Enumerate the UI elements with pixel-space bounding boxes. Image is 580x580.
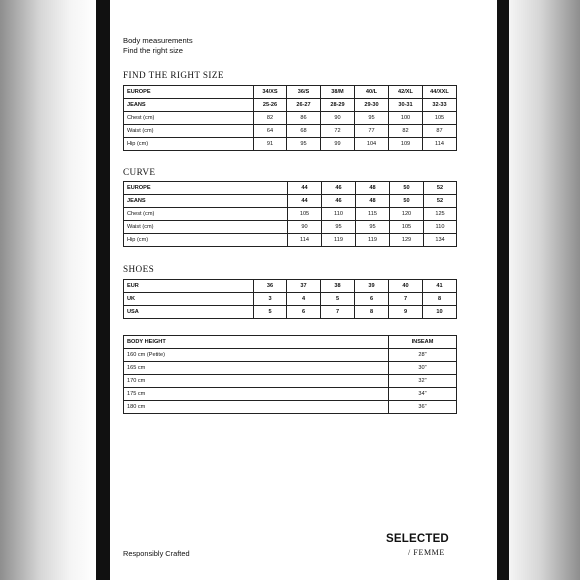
size-table-title: FIND THE RIGHT SIZE xyxy=(123,70,224,80)
table-cell: INSEAM xyxy=(389,336,457,349)
table-cell: 125 xyxy=(424,208,457,221)
table-cell: 110 xyxy=(322,208,356,221)
table-cell: 44 xyxy=(288,182,322,195)
row-label: JEANS xyxy=(124,195,288,208)
intro-line-1: Body measurements xyxy=(123,36,193,45)
table-row xyxy=(124,195,457,208)
table-cell: 8 xyxy=(423,293,457,306)
table-cell: 95 xyxy=(356,221,390,234)
row-label: EUROPE xyxy=(124,182,288,195)
table-cell: 5 xyxy=(254,306,287,319)
row-label: 180 cm xyxy=(124,401,389,414)
table-cell: 7 xyxy=(321,306,355,319)
table-row xyxy=(124,182,457,195)
table-cell: 50 xyxy=(390,182,424,195)
table-cell: 38 xyxy=(321,280,355,293)
row-label: 170 cm xyxy=(124,375,389,388)
table-cell: 46 xyxy=(322,182,356,195)
row-label: Waist (cm) xyxy=(124,221,288,234)
table-cell: 99 xyxy=(321,138,355,151)
table-cell: 64 xyxy=(254,125,287,138)
table-cell: 115 xyxy=(356,208,390,221)
table-cell: 34" xyxy=(389,388,457,401)
curve-table-title: CURVE xyxy=(123,167,156,177)
curve-table xyxy=(123,181,457,247)
intro-text xyxy=(123,36,193,56)
table-cell: 38/M xyxy=(321,86,355,99)
table-cell: 119 xyxy=(322,234,356,247)
row-label: JEANS xyxy=(124,99,254,112)
right-frame-border xyxy=(497,0,509,580)
table-row xyxy=(124,401,457,414)
table-cell: 4 xyxy=(287,293,321,306)
row-label: Chest (cm) xyxy=(124,208,288,221)
table-cell: 114 xyxy=(288,234,322,247)
table-cell: 28" xyxy=(389,349,457,362)
table-cell: 110 xyxy=(424,221,457,234)
table-cell: 36 xyxy=(254,280,287,293)
table-cell: 134 xyxy=(424,234,457,247)
table-cell: 3 xyxy=(254,293,287,306)
table-cell: 129 xyxy=(390,234,424,247)
table-cell: 90 xyxy=(321,112,355,125)
table-cell: 39 xyxy=(355,280,389,293)
table-cell: 7 xyxy=(389,293,423,306)
table-row xyxy=(124,336,457,349)
table-cell: 82 xyxy=(254,112,287,125)
table-cell: 114 xyxy=(423,138,457,151)
table-cell: 28-29 xyxy=(321,99,355,112)
table-cell: 10 xyxy=(423,306,457,319)
size-guide-page xyxy=(110,0,497,580)
table-cell: 105 xyxy=(390,221,424,234)
left-frame-border xyxy=(96,0,110,580)
table-cell: 6 xyxy=(287,306,321,319)
row-label: 160 cm (Petite) xyxy=(124,349,389,362)
table-cell: 100 xyxy=(389,112,423,125)
table-row xyxy=(124,86,457,99)
table-cell: 91 xyxy=(254,138,287,151)
table-cell: 26-27 xyxy=(287,99,321,112)
row-label: 165 cm xyxy=(124,362,389,375)
brand-sub-logo: / FEMME xyxy=(408,548,445,557)
table-cell: 95 xyxy=(355,112,389,125)
table-cell: 41 xyxy=(423,280,457,293)
table-cell: 6 xyxy=(355,293,389,306)
table-cell: 32-33 xyxy=(423,99,457,112)
row-label: Waist (cm) xyxy=(124,125,254,138)
table-cell: 34/XS xyxy=(254,86,287,99)
table-cell: 36/S xyxy=(287,86,321,99)
table-cell: 42/XL xyxy=(389,86,423,99)
table-cell: 40/L xyxy=(355,86,389,99)
table-cell: 109 xyxy=(389,138,423,151)
table-cell: 87 xyxy=(423,125,457,138)
row-label: Hip (cm) xyxy=(124,234,288,247)
table-row xyxy=(124,125,457,138)
table-row xyxy=(124,280,457,293)
table-cell: 52 xyxy=(424,195,457,208)
row-label: USA xyxy=(124,306,254,319)
table-cell: 25-26 xyxy=(254,99,287,112)
table-cell: 32" xyxy=(389,375,457,388)
row-label: EUR xyxy=(124,280,254,293)
table-cell: 30" xyxy=(389,362,457,375)
table-row xyxy=(124,349,457,362)
table-cell: 86 xyxy=(287,112,321,125)
table-cell: 52 xyxy=(424,182,457,195)
table-cell: 44/XXL xyxy=(423,86,457,99)
table-cell: 95 xyxy=(322,221,356,234)
table-cell: 72 xyxy=(321,125,355,138)
table-cell: 105 xyxy=(288,208,322,221)
table-cell: 8 xyxy=(355,306,389,319)
table-row xyxy=(124,306,457,319)
table-cell: 46 xyxy=(322,195,356,208)
table-row xyxy=(124,375,457,388)
brand-logo: SELECTED xyxy=(386,533,449,545)
table-row xyxy=(124,99,457,112)
table-cell: 37 xyxy=(287,280,321,293)
table-cell: 95 xyxy=(287,138,321,151)
row-label: UK xyxy=(124,293,254,306)
table-cell: 29-30 xyxy=(355,99,389,112)
table-cell: 44 xyxy=(288,195,322,208)
table-cell: 82 xyxy=(389,125,423,138)
table-row xyxy=(124,208,457,221)
inseam-table xyxy=(123,335,457,414)
table-cell: 120 xyxy=(390,208,424,221)
table-cell: 104 xyxy=(355,138,389,151)
table-row xyxy=(124,362,457,375)
table-cell: 48 xyxy=(356,195,390,208)
intro-line-2: Find the right size xyxy=(123,46,183,55)
table-cell: 105 xyxy=(423,112,457,125)
row-label: BODY HEIGHT xyxy=(124,336,389,349)
table-row xyxy=(124,234,457,247)
table-cell: 48 xyxy=(356,182,390,195)
row-label: EUROPE xyxy=(124,86,254,99)
shoes-table-title: SHOES xyxy=(123,264,155,274)
table-row xyxy=(124,112,457,125)
table-cell: 30-31 xyxy=(389,99,423,112)
table-cell: 36" xyxy=(389,401,457,414)
row-label: Chest (cm) xyxy=(124,112,254,125)
table-row xyxy=(124,221,457,234)
table-row xyxy=(124,293,457,306)
table-row xyxy=(124,138,457,151)
table-cell: 9 xyxy=(389,306,423,319)
table-cell: 50 xyxy=(390,195,424,208)
row-label: Hip (cm) xyxy=(124,138,254,151)
table-cell: 90 xyxy=(288,221,322,234)
table-cell: 119 xyxy=(356,234,390,247)
row-label: 175 cm xyxy=(124,388,389,401)
table-cell: 77 xyxy=(355,125,389,138)
table-cell: 68 xyxy=(287,125,321,138)
table-cell: 40 xyxy=(389,280,423,293)
shoes-table xyxy=(123,279,457,319)
size-table xyxy=(123,85,457,151)
footer-tagline: Responsibly Crafted xyxy=(123,549,190,558)
table-row xyxy=(124,388,457,401)
table-cell: 5 xyxy=(321,293,355,306)
